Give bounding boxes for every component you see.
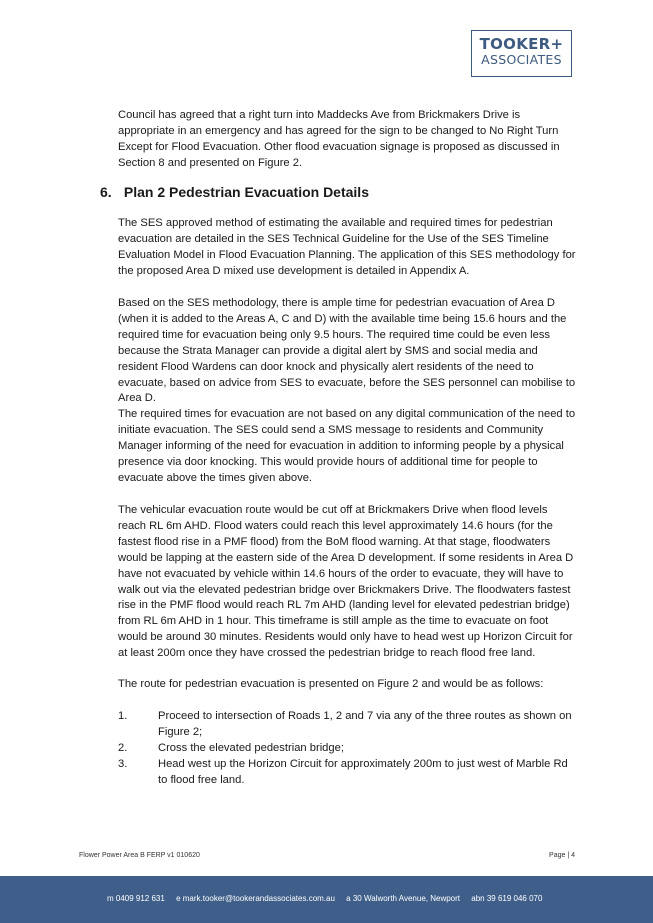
page-number: Page | 4 [549, 852, 575, 859]
list-item [118, 709, 576, 741]
paragraph-vehicular-route: The vehicular evacuation route would be cut off at Brickmakers Drive when flood levels reach RL 6m AHD. Flood waters could reach this level approximately 14.6 hours (for the fastest flood rise in a PMF flood) from the BoM flood warning. At that stage, floodwaters would be lapping at the eastern side of the Area D development. If some residents in Area D have not evacuated by vehicle within 14.6 hours of the order to evacuate, they will have to walk out via the elevated pedestrian bridge over Brickmakers Drive. The floodwaters fastest rise in the PMF flood would reach RL 7m AHD (landing level for elevated pedestrian bridge) from RL 6m AHD in 1 hour. This timeframe is still ample as the time to evacuate on foot would be around 30 minutes. Residents would only have to head west up Horizon Circuit for at least 200m once they have crossed the pedestrian bridge to reach flood free land. [118, 504, 574, 660]
list-item [118, 741, 576, 757]
section-heading [100, 184, 369, 200]
logo-line-1: TOOKER+ [479, 35, 564, 53]
intro-paragraph: Council has agreed that a right turn into Maddecks Ave from Brickmakers Drive is appropriate in an emergency and has agreed for the sign to be changed to No Right Turn Except for Flood Evacuation. Other flood evacuation signage is proposed as discussed in Section 8 and presented on Figure 2. [118, 109, 560, 169]
step-number: 3. [118, 757, 128, 770]
page-footer [79, 852, 575, 859]
step-number: 2. [118, 741, 128, 754]
contact-phone: m 0409 912 631 [107, 894, 165, 903]
paragraph-ses-methodology-result: Based on the SES methodology, there is ample time for pedestrian evacuation of Area D (when it is added to the Areas A, C and D) with the available time being 15.6 hours and the required time for evacuation being only 9.5 hours. The required time could be even less because the Strata Manager can provide a digital alert by SMS and social media and resident Flood Wardens can door knock and physically alert residents of the need to evacuate, based on advice from SES to evacuate, before the SES personnel can mobilise to Area D. [118, 297, 576, 405]
list-item [118, 757, 576, 789]
paragraph-route-intro: The route for pedestrian evacuation is presented on Figure 2 and would be as follows: [118, 678, 544, 690]
logo-line-2: ASSOCIATES [481, 52, 562, 67]
step-text: Cross the elevated pedestrian bridge; [158, 741, 344, 754]
contact-address: a 30 Walworth Avenue, Newport [346, 894, 461, 903]
step-text: Proceed to intersection of Roads 1, 2 and 7 via any of the three routes as shown on Figure 2; [158, 710, 572, 738]
step-number: 1. [118, 710, 128, 722]
contact-bar [0, 876, 653, 923]
evacuation-steps-list [118, 709, 576, 789]
section-number: 6. [100, 184, 112, 200]
paragraph-ses-method: The SES approved method of estimating the available and required times for pedestrian evacuation are detailed in the SES Technical Guideline for the Use of the SES Timeline Evaluation Model in Flood Evacuation Planning. The application of this SES methodology for the proposed Area D mixed use development is detailed in Appendix A. [118, 217, 576, 277]
section-title: Plan 2 Pedestrian Evacuation Details [123, 184, 369, 200]
step-text: Head west up the Horizon Circuit for approximately 200m to just west of Marble Rd to flood free land. [158, 757, 568, 786]
paragraph-required-times: The required times for evacuation are not based on any digital communication of the need to initiate evacuation. The SES could send a SMS message to residents and Community Manager informing of the need for evacuation in addition to informing people by a physical presence via door knocking. This would provide hours of additional time for people to evacuate above the times given above. [118, 408, 576, 484]
document-reference: Flower Power Area B FERP v1 010620 [79, 852, 200, 859]
contact-email: e mark.tooker@tookerandassociates.com.au [176, 894, 335, 903]
company-logo [471, 30, 572, 77]
contact-abn: abn 39 619 046 070 [471, 894, 543, 903]
